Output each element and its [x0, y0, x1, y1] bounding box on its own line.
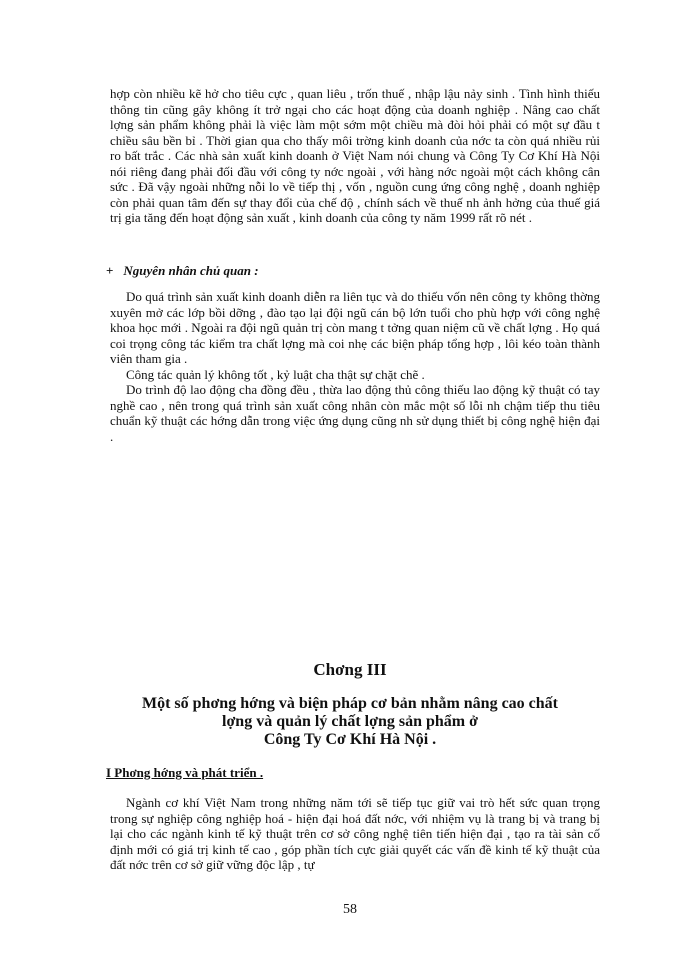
- paragraph-subjective-causes: [110, 289, 600, 444]
- paragraph-external-factors: [110, 86, 600, 226]
- paragraph-text: Do quá trình sản xuất kinh doanh diễn ra liên tục và do thiếu vốn nên công ty không thờng xuyên mở các lớp bồi dỡng , đào tạo lại đội ngũ cán bộ lớn tuổi cho phù hợp với công nghệ khoa học mới . Ngoài ra đội ngũ quản trị còn mang t tởng quan niệm cũ về chất lợng . Họ quá coi trọng công tác kiểm tra chất lợng mà coi nhẹ các biện pháp tổng hợp , lôi kéo toàn thành viên tham gia .: [110, 289, 600, 366]
- paragraph-text: Do trình độ lao động cha đồng đều , thừa lao động thủ công thiếu lao động kỹ thuật có tay nghề cao , nên trong quá trình sản xuất công nhân còn mắc một số lỗi nh chậm tiếp thu tiêu chuẩn kỹ thuật các hớng dẫn trong việc ứng dụng cũng nh sử dụng thiết bị công nghệ hiện đại .: [110, 382, 600, 444]
- section-heading: I Phơng hớng và phát triển .: [106, 765, 264, 780]
- chapter-title-line: lợng và quản lý chất lợng sản phẩm ở: [222, 713, 478, 730]
- paragraph-section-intro: [110, 795, 600, 873]
- chapter-title: [90, 695, 610, 749]
- paragraph-text: Công tác quản lý không tốt , kỷ luật cha thật sự chặt chẽ .: [126, 366, 425, 382]
- subjective-heading-text: Nguyên nhân chủ quan :: [123, 263, 259, 278]
- paragraph-text: Ngành cơ khí Việt Nam trong những năm tới sẽ tiếp tục giữ vai trò hết sức quan trọng trong sự nghiệp công nghiệp hoá - hiện đại hoá đất nớc, với nhiệm vụ là trang bị và trang bị lại cho các ngành kinh tế kỹ thuật trên cơ sở công nghệ tiên tiến hiện đại , tạo ra tài sản cố định mới có giá trị kinh tế cao , góp phần tích cực giải quyết các vấn đề kinh tế kỹ thuật của đất nớc trên cơ sở giữ vững độc lập , tự: [110, 795, 600, 872]
- chapter-title-line: Một số phơng hớng và biện pháp cơ bản nhằm nâng cao chất: [141, 695, 558, 712]
- paragraph-text: hợp còn nhiều kẽ hở cho tiêu cực , quan liêu , trốn thuế , nhập lậu nảy sinh . Tình hình thiếu thông tin cũng gây không ít trở ngại cho các hoạt động của doanh nghiệp . Nâng cao chất lợng sản phẩm không phải là việc làm một sớm một chiều mà đòi hỏi phải có một sự đầu t chiều sâu bền bỉ . Thời gian qua cho thấy môi trờng kinh doanh của nớc ta còn quá nhiều rủi ro bất trắc . Các nhà sản xuất kinh doanh ở Việt Nam nói chung và Công Ty Cơ Khí Hà Nội nói riêng đang phải đối đầu với công ty nớc ngoài , với hàng nớc ngoài một cách không cân sức . Đã vậy ngoài những nỗi lo về tiếp thị , vốn , nguồn cung ứng công nghệ , doanh nghiệp còn phải quan tâm đến sự thay đổi của chế độ , chính sách về thuế nh ảnh hởng của thuế giá trị gia tăng đến hoạt động sản xuất , kinh doanh của công ty năm 1999 rất rõ nét .: [110, 86, 600, 225]
- chapter-title-line: Công Ty Cơ Khí Hà Nội .: [263, 731, 437, 748]
- bullet-marker: +: [106, 263, 114, 278]
- page-number: 58: [343, 902, 357, 917]
- subjective-cause-heading: [106, 263, 259, 279]
- chapter-label: Chơng III: [313, 660, 387, 679]
